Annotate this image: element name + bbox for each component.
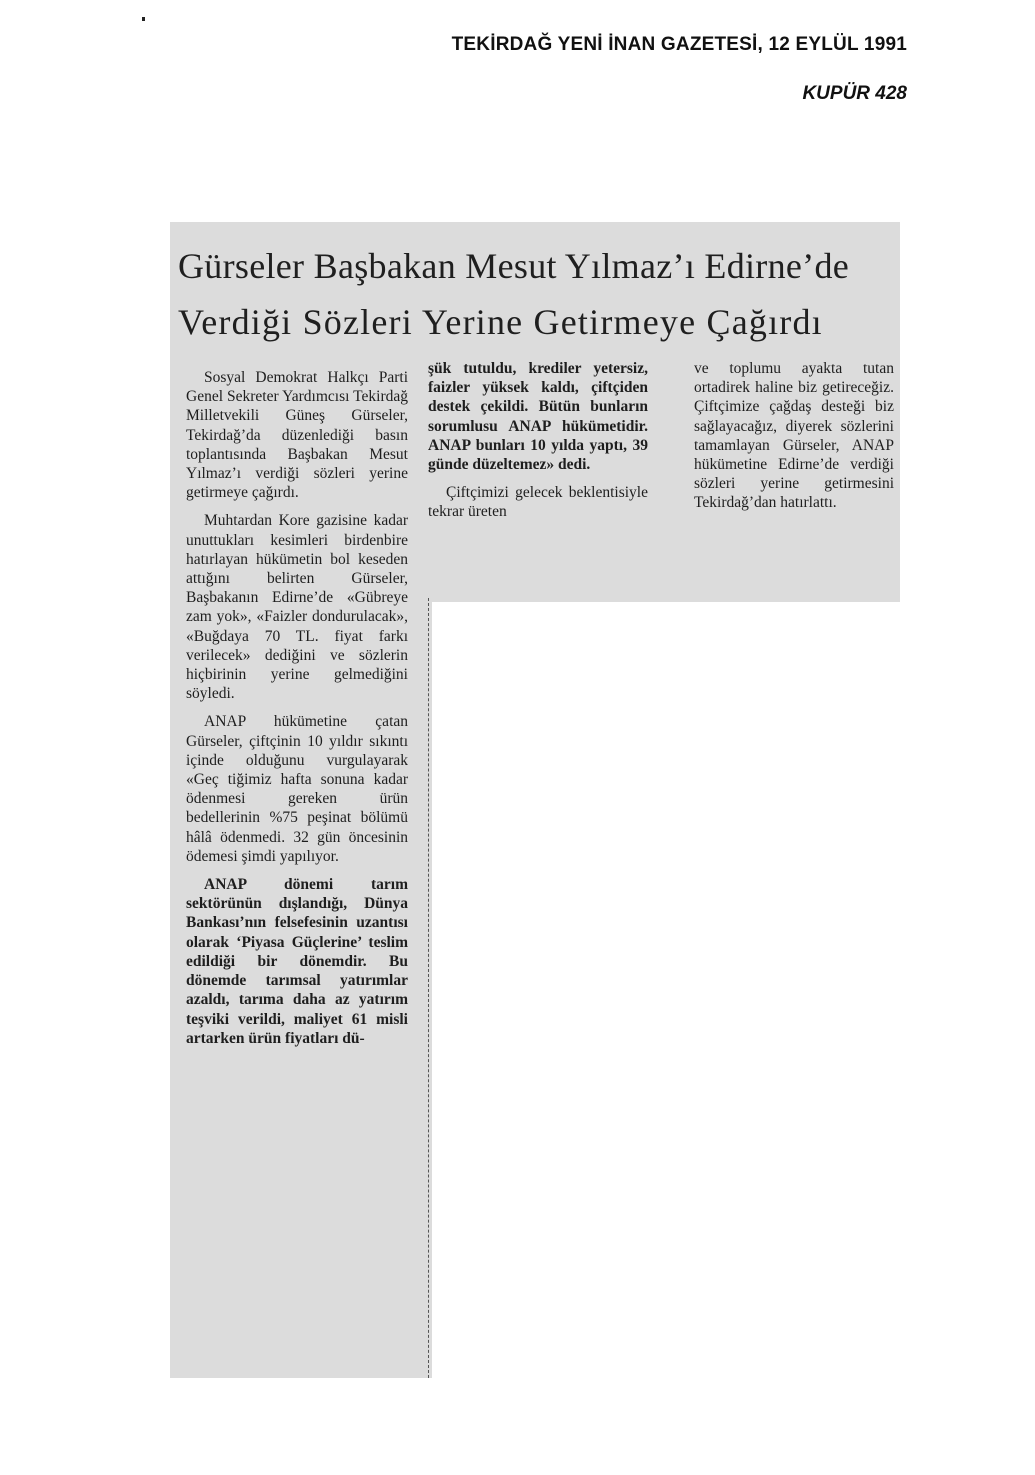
- headline-line-1: Gürseler Başbakan Mesut Yılmaz’ı Edirne’de: [178, 246, 850, 286]
- article-column-2: [428, 359, 648, 531]
- article-column-1: [186, 368, 408, 1057]
- clipping-number: KUPÜR 428: [802, 83, 907, 104]
- article-column-3: [694, 359, 894, 522]
- headline-line-2: Verdiği Sözleri Yerine Getirmeye Çağırdı: [178, 302, 823, 342]
- paragraph: ANAP hükümetine çatan Gürseler, çiftçinin 10 yıldır sıkıntı içinde olduğunu vurgulayarak «Geç tiğimiz hafta sonuna kadar ödenmesi gereken ürün bedellerinin %75 peşinat bölümü hâlâ ödenmedi. 32 gün öncesinin ödemesi şimdi yapılıyor.: [186, 713, 408, 865]
- paragraph: Muhtardan Kore gazisine kadar unuttukları kesimleri birdenbire hatırlayan hükümetin bol keseden attığını belirten Gürseler, Başbakanın Edirne’de «Gübreye zam yok», «Faizler dondurulacak», «Buğdaya 70 TL. fiyat farkı verilecek» dediğini ve sözlerin hiçbirinin yerine gelmediğini söyledi.: [186, 512, 408, 703]
- newspaper-source: TEKİRDAĞ YENİ İNAN GAZETESİ, 12 EYLÜL 1991: [451, 34, 907, 55]
- scan-speck: [142, 17, 145, 21]
- paragraph: şük tutuldu, krediler yetersiz, faizler yüksek kaldı, çiftçiden destek çekildi. Bütün bunların sorumlusu ANAP hükümetidir. ANAP bunları 10 yılda yaptı, 39 günde düzeltemez» dedi.: [428, 360, 648, 474]
- paragraph: Sosyal Demokrat Halkçı Parti Genel Sekreter Yardımcısı Tekirdağ Milletvekili Güneş Gürseler, Tekirdağ’da düzenlediği basın toplantısında Başbakan Mesut Yılmaz’ı verdiği sözleri yerine getirmeye çağırdı.: [186, 369, 408, 502]
- paragraph: ANAP dönemi tarım sektörünün dışlandığı, Dünya Bankası’nın felsefesinin uzantısı olarak ‘Piyasa Güçlerine’ teslim edildiği bir dönemdir. Bu dönemde tarımsal yatırımlar azaldı, tarıma daha az yatırım teşviki verildi, maliyet 61 misli artarken ürün fiyatları dü-: [186, 876, 408, 1047]
- paragraph: Çiftçimizi gelecek beklentisiyle tekrar üreten: [428, 484, 648, 521]
- cut-line: [428, 598, 429, 1378]
- paragraph: ve toplumu ayakta tutan ortadirek haline biz getireceğiz. Çiftçimize çağdaş desteği biz sağlayacağız, diyerek sözlerini tamamlayan Gürseler, ANAP hükümetine Edirne’de verdiği sözleri yerine getirmesini Tekirdağ’dan hatırlattı.: [694, 360, 894, 512]
